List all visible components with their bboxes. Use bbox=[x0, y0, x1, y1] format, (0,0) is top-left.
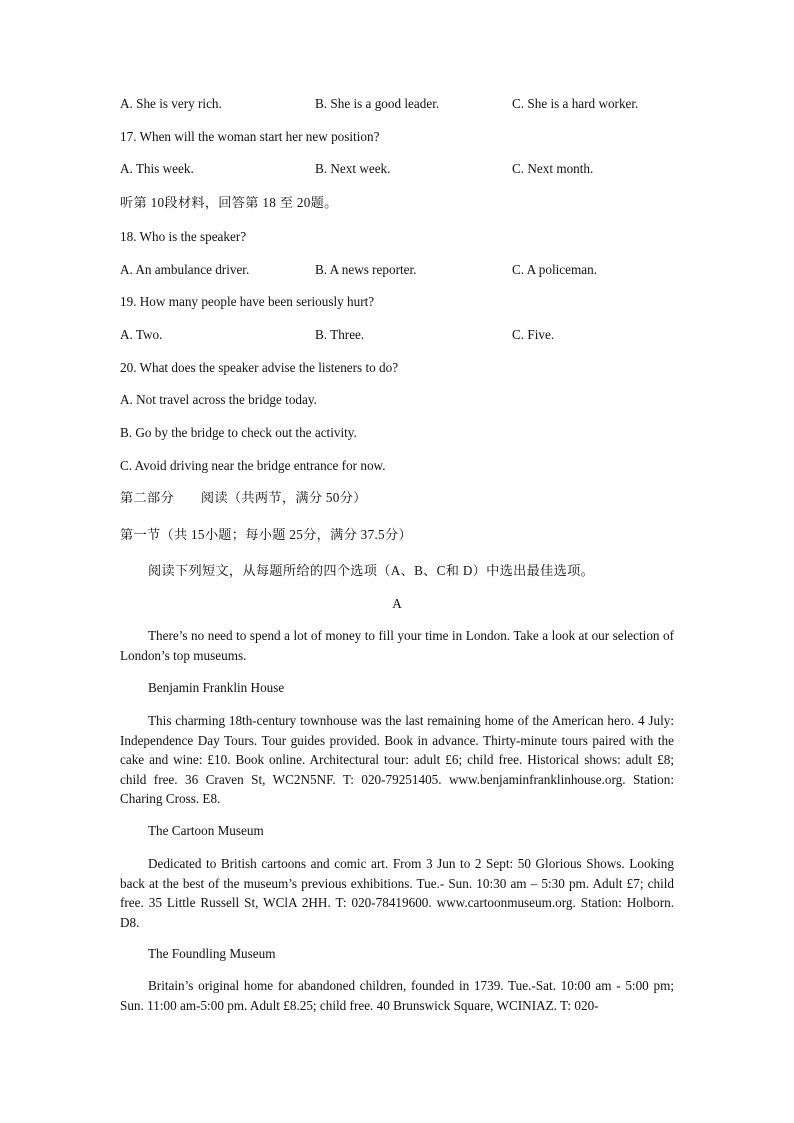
museum-name-cartoon: The Cartoon Museum bbox=[148, 823, 264, 838]
q20-option-b[interactable]: B. Go by the bridge to check out the activity. bbox=[120, 425, 357, 440]
section1-heading: 第一节（共 15小题；每小题 25分，满分 37.5分） bbox=[120, 527, 412, 542]
q19-question: 19. How many people have been seriously hurt? bbox=[120, 294, 375, 309]
q18-option-a[interactable]: A. An ambulance driver. bbox=[120, 262, 250, 277]
q20-option-a[interactable]: A. Not travel across the bridge today. bbox=[120, 392, 317, 407]
q17-option-a[interactable]: A. This week. bbox=[120, 161, 194, 176]
q20-option-c[interactable]: C. Avoid driving near the bridge entrance for now. bbox=[120, 458, 386, 473]
museum-text-foundling: Britain’s original home for abandoned children, founded in 1739. Tue.-Sat. 10:00 am - 5:00 pm; Sun. 11:00 am-5:00 pm. Adult £8.25; child free. 40 Brunswick Square, WCINIAZ. T: 020- bbox=[120, 978, 674, 1013]
museum-text-cartoon: Dedicated to British cartoons and comic art. From 3 Jun to 2 Sept: 50 Glorious Shows. Looking back at the best of the museum’s previous exhibitions. Tue.- Sun. 10:30 am – 5:30 pm. Adult £7; child free. 35 Little Russell St, WClA 2HH. T: 020-78419600. www.cartoonmuseum.org. Station: Holborn. D8. bbox=[120, 856, 674, 930]
q18-option-c[interactable]: C. A policeman. bbox=[512, 262, 597, 277]
q17-option-c[interactable]: C. Next month. bbox=[512, 161, 594, 176]
q20-question: 20. What does the speaker advise the listeners to do? bbox=[120, 360, 399, 375]
q19-option-a[interactable]: A. Two. bbox=[120, 327, 163, 342]
q17-option-b[interactable]: B. Next week. bbox=[315, 161, 391, 176]
q19-option-c[interactable]: C. Five. bbox=[512, 327, 555, 342]
q17-question: 17. When will the woman start her new position? bbox=[120, 129, 380, 144]
part2-heading: 第二部分 阅读（共两节，满分 50分） bbox=[120, 490, 367, 505]
q16-option-b[interactable]: B. She is a good leader. bbox=[315, 96, 440, 111]
museum-name-foundling: The Foundling Museum bbox=[148, 946, 276, 961]
museum-text-benjamin-franklin: This charming 18th-century townhouse was the last remaining home of the American hero. 4 July: Independence Day Tours. Tour guides provided. Book in advance. Thirty-minute tours paired with the cake and wine: £10. Book online. Architectural tour: adult £6; child free. Historical shows: adult £8; child free. 36 Craven St, WC2N5NF. T: 020-79251405. www.benjaminfranklinhouse.org. Station: Charing Cross. E8. bbox=[120, 713, 674, 806]
q19-option-b[interactable]: B. Three. bbox=[315, 327, 365, 342]
q18-option-b[interactable]: B. A news reporter. bbox=[315, 262, 417, 277]
reading-instruction: 阅读下列短文，从每题所给的四个选项（A、B、C和 D）中选出最佳选项。 bbox=[148, 563, 595, 578]
intro-paragraph: There’s no need to spend a lot of money to fill your time in London. Take a look at our selection of London’s top museums. bbox=[120, 628, 674, 663]
passage-letter: A bbox=[392, 596, 402, 611]
q16-option-a[interactable]: A. She is very rich. bbox=[120, 96, 222, 111]
museum-name-benjamin-franklin: Benjamin Franklin House bbox=[148, 680, 285, 695]
section10-instruction: 听第 10段材料，回答第 18 至 20题。 bbox=[120, 195, 338, 210]
q16-option-c[interactable]: C. She is a hard worker. bbox=[512, 96, 639, 111]
q18-question: 18. Who is the speaker? bbox=[120, 229, 247, 244]
